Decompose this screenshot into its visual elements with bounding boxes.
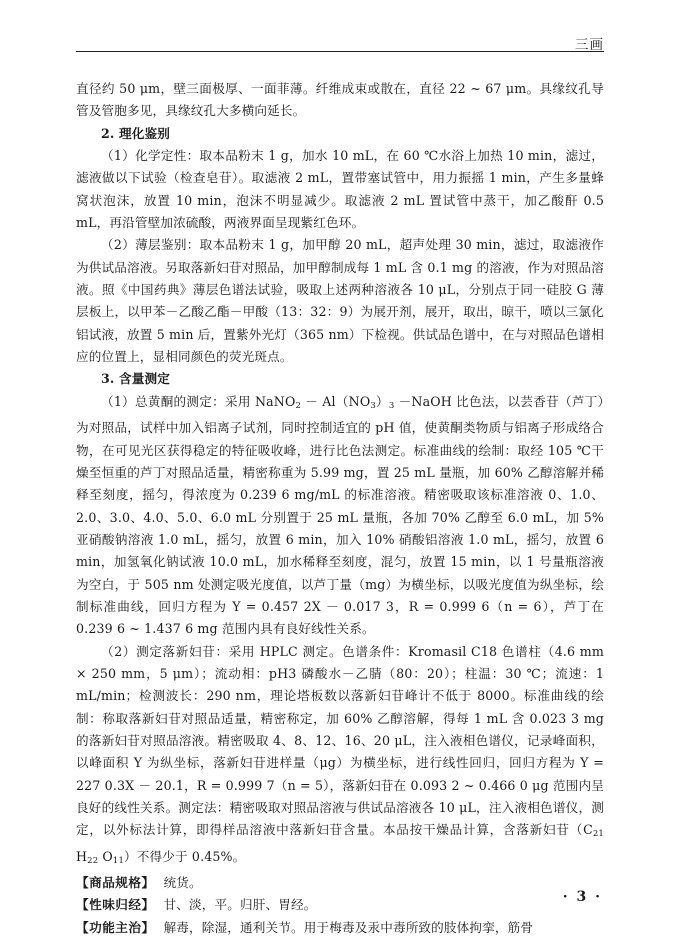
subscript: 11 [112, 855, 125, 866]
paragraph-microscopy: 直径约 50 μm，壁三面极厚、一面菲薄。纤维成束或散在，直径 22 ~ 67 μm。具缘纹孔导管及管胞多见，具缘纹孔大多横向延长。 [76, 81, 604, 119]
entry-text: 甘、淡，平。归肝、胃经。 [163, 897, 317, 913]
text-run: H [76, 848, 88, 864]
entry-function-indication [76, 917, 604, 939]
entry-text: 统货。 [163, 875, 202, 891]
paragraph-chemical-test: （1）化学定性：取本品粉末 1 g，加水 10 mL，在 60 ℃水浴上加热 10 min，滤过，滤液做以下试验（检查皂苷）。取滤液 2 mL，置带塞试管中，用力振摇 1 min，产生多量蜂窝状泡沫，放置 10 min，泡沫不明显减少。取滤液 2 mL 置试管中蒸干，加乙酸酐 0.5 mL，再沿管壁加浓硫酸，两液界面呈现紫红色环。 [76, 148, 604, 231]
paragraph-tlc: （2）薄层鉴别：取本品粉末 1 g，加甲醇 20 mL，超声处理 30 min，滤过，取滤液作为供试品溶液。另取落新妇苷对照品，加甲醇制成每 1 mL 含 0.1 mg 的溶液，作为对照品溶液。照《中国药典》薄层色谱法试验，吸取上述两种溶液各 10 μL，分别点于同一硅胶 G 薄层板上，以甲苯－乙酸乙酯－甲酸（13：32：9）为展开剂，展开，取出，晾干，喷以三氯化铝试液，放置 5 min 后，置紫外光灯（365 nm）下检视。供试品色谱中，在与对照品色谱相应的位置上，显相同颜色的荧光斑点。 [76, 237, 604, 365]
entry-tag: 【性味归经】 [76, 897, 155, 913]
running-title: 三画 [575, 37, 604, 53]
paragraph-astilbin-hplc [76, 641, 604, 872]
text-run: － Al（NO [301, 393, 371, 409]
text-run: （1）总黄酮的测定：采用 NaNO [101, 393, 296, 409]
subscript: 22 [87, 855, 99, 866]
section-heading-identification: 2. 理化鉴别 [101, 125, 170, 141]
entry-text: 解毒，除湿，通利关节。用于梅毒及汞中毒所致的肢体拘挛，筋骨 [163, 919, 534, 935]
entry-tag: 【功能主治】 [76, 919, 155, 935]
entry-nature-meridian [76, 894, 604, 916]
subscript: 3 [370, 400, 376, 411]
text-run: －NaOH 比色法，以芸香苷（芦丁）为对照品，试样中加入铝离子试剂，同时控制适宜的 pH 值，使黄酮类物质与铝离子形成络合物，在可见光区获得稳定的特征吸收峰，进行比色法测定。标准曲线的绘制：取经 105 ℃干燥至恒重的芦丁对照品适量，精密称重为 5.99 mg，置 25 mL 量瓶，加 60% 乙醇溶解并稀释至刻度，摇匀，得浓度为 0.239 6 mg/mL 的标准溶液。精密吸取该标准溶液 0、1.0、2.0、3.0、4.0、5.0、6.0 mL 分别置于 25 mL 量瓶，各加 70% 乙醇至 6.0 mL，加 5% 亚硝酸钠溶液 1.0 mL，摇匀，放置 6 min，加入 10% 硝酸铝溶液 1.0 mL，摇匀，放置 6 min，加氢氧化钠试液 10.0 mL，加水稀释至刻度，混匀，放置 15 min，以 1 号量瓶溶液为空白，于 505 nm 处测定吸光度值，以芦丁量（mg）为横坐标，以吸光度值为纵坐标，绘制标准曲线，回归方程为 Y = 0.457 2X － 0.017 3，R = 0.999 6（n = 6），芦丁在 0.239 6 ~ 1.437 6 mg 范围内具有良好线性关系。 [76, 393, 604, 637]
text-run: （2）测定落新妇苷：采用 HPLC 测定。色谱条件：Kromasil C18 色谱柱（4.6 mm × 250 mm，5 μm）；流动相：pH3 磷酸水－乙腈（80：20）；柱温：30 ℃；流速：1 mL/min；检测波长：290 nm，理论塔板数以落新妇苷峰计不低于 8000。标准曲线的绘制：称取落新妇苷对照品适量，精密称定，加 60% 乙醇溶解，得每 1 mL 含 0.023 3 mg 的落新妇苷对照品溶液。精密吸取 4、8、12、16、20 μL，注入液相色谱仪，记录峰面积，以峰面积 Y 为纵坐标，落新妇苷进样量（μg）为横坐标，进行线性回归，回归方程为 Y = 227 0.3X － 20.1，R = 0.999 7（n = 5），落新妇苷在 0.093 2 ~ 0.466 0 μg 范围内呈良好的线性关系。测定法：精密吸取对照品溶液与供试品溶液各 10 μL，注入液相色谱仪，测定，以外标法计算，即得样品溶液中落新妇苷含量。本品按干燥品计算，含落新妇苷（C [76, 643, 604, 838]
subscript: 2 [295, 400, 301, 411]
subscript: 3 [388, 400, 395, 411]
page-header [76, 29, 604, 52]
text-run: O [98, 848, 113, 864]
entry-specification [76, 872, 604, 894]
subscript: 21 [592, 829, 604, 840]
page-number: · 3 · [562, 889, 602, 905]
body-text [76, 78, 604, 939]
text-run: ）不得少于 0.45%。 [124, 848, 246, 864]
header-rule [76, 51, 604, 52]
text-run: ） [375, 393, 389, 409]
paragraph-total-flavonoids [76, 391, 604, 641]
entry-tag: 【商品规格】 [76, 875, 155, 891]
section-heading-assay: 3. 含量测定 [101, 371, 170, 387]
